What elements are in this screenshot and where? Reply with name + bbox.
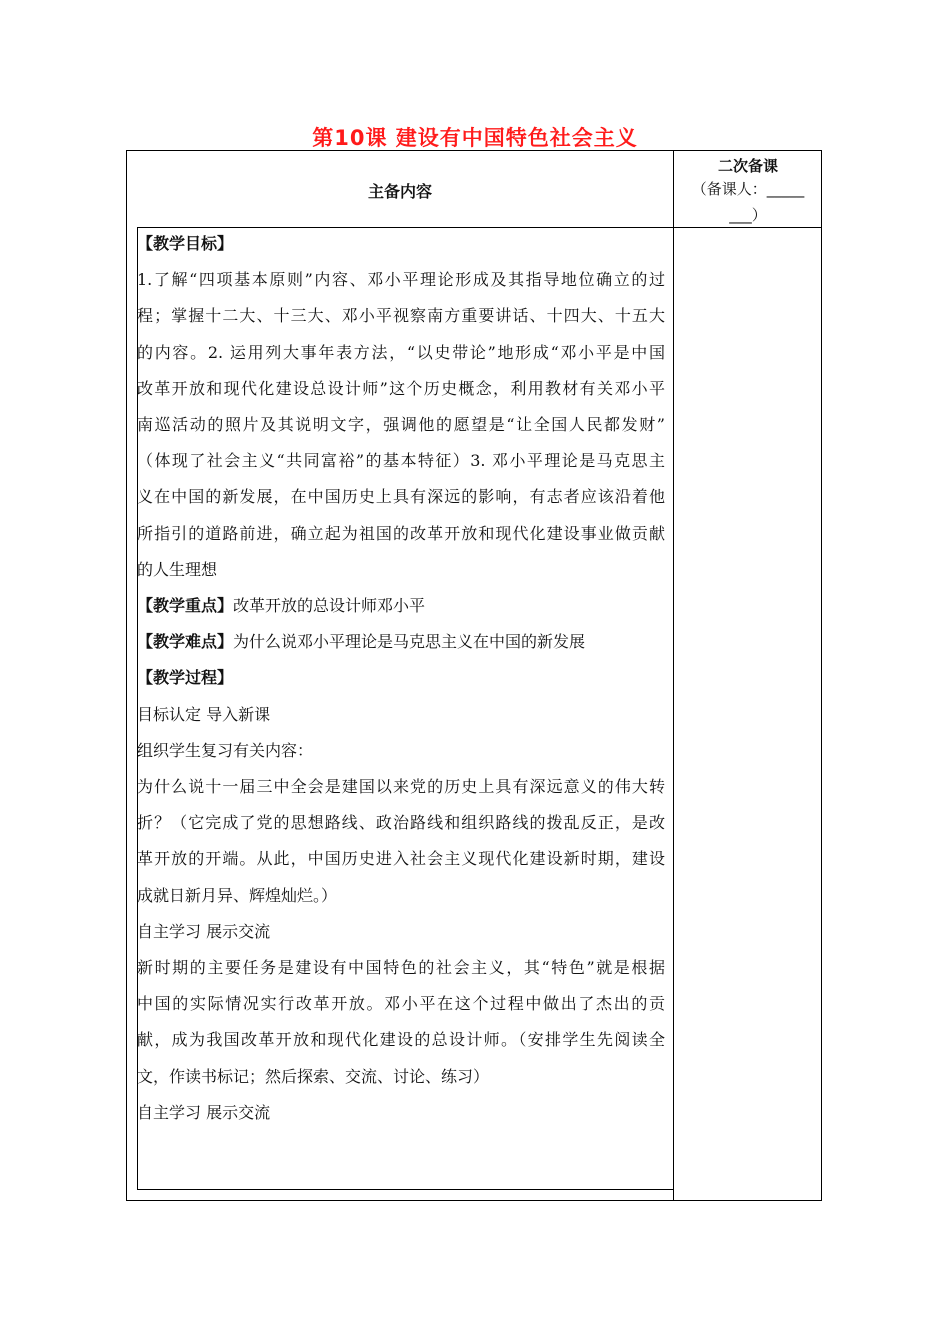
process-line: 中国的实际情况实行改革开放。邓小平在这个过程中做出了杰出的贡 (137, 994, 665, 1014)
process-line: 新时期的主要任务是建设有中国特色的社会主义，其“特色”就是根据 (137, 958, 665, 978)
goals-line: 所指引的道路前进，确立起为祖国的改革开放和现代化建设事业做贡献 (137, 523, 665, 543)
process-line: 组织学生复习有关内容： (137, 740, 314, 760)
key-point (137, 588, 665, 624)
goals-line: （体现了社会主义“共同富裕”的基本特征）3. 邓小平理论是马克思主 (137, 451, 665, 471)
process-line: 革开放的开端。从此，中国历史进入社会主义现代化建设新时期，建设 (137, 849, 665, 869)
process-heading: 【教学过程】 (137, 668, 234, 688)
goals-line: 南巡活动的照片及其说明文字，强调他的愿望是“让全国人民都发财” (137, 415, 665, 435)
side-column-preparer-note-cont: ___） (729, 206, 767, 224)
key-heading: 【教学重点】 (137, 596, 234, 616)
process-line: 自主学习 展示交流 (137, 1102, 271, 1122)
key-text: 改革开放的总设计师邓小平 (233, 596, 426, 616)
goals-line: 的内容。2. 运用列大事年表方法，“以史带论”地形成“邓小平是中国 (137, 342, 665, 362)
side-column-title: 二次备课 (717, 157, 778, 175)
side-column-preparer-note: （备课人：_____ (691, 180, 805, 198)
goals-line: 改革开放和现代化建设总设计师”这个历史概念，利用教材有关邓小平 (137, 378, 665, 398)
main-column-header: 主备内容 (367, 182, 432, 201)
process-line: 成就日新月异、辉煌灿烂。） (137, 885, 338, 905)
goals-line: 义在中国的新发展，在中国历史上具有深远的影响，有志者应该沿着他 (137, 487, 665, 507)
column-divider (673, 151, 674, 1200)
process-line: 折？（它完成了党的思想路线、政治路线和组织路线的拨乱反正，是改 (137, 813, 665, 833)
goals-line: 的人生理想 (137, 559, 218, 579)
process-line: 目标认定 导入新课 (137, 704, 271, 724)
process-line: 自主学习 展示交流 (137, 921, 271, 941)
process-line: 文，作读书标记；然后探索、交流、讨论、练习） (137, 1066, 490, 1086)
difficult-point (137, 624, 665, 660)
goals-line: 程；掌握十二大、十三大、邓小平视察南方重要讲话、十四大、十五大 (137, 306, 665, 326)
goals-heading: 【教学目标】 (137, 234, 234, 253)
process-line: 为什么说十一届三中全会是建国以来党的历史上具有深远意义的伟大转 (137, 777, 665, 797)
side-column-header (674, 155, 822, 228)
process-line: 献，成为我国改革开放和现代化建设的总设计师。（安排学生先阅读全 (137, 1030, 665, 1050)
difficult-heading: 【教学难点】 (137, 632, 234, 652)
main-content (137, 226, 665, 1131)
lesson-title: 第10课 建设有中国特色社会主义 (312, 126, 638, 150)
difficult-text: 为什么说邓小平理论是马克思主义在中国的新发展 (233, 632, 586, 652)
goals-line: 1.了解“四项基本原则”内容、邓小平理论形成及其指导地位确立的过 (137, 270, 665, 290)
